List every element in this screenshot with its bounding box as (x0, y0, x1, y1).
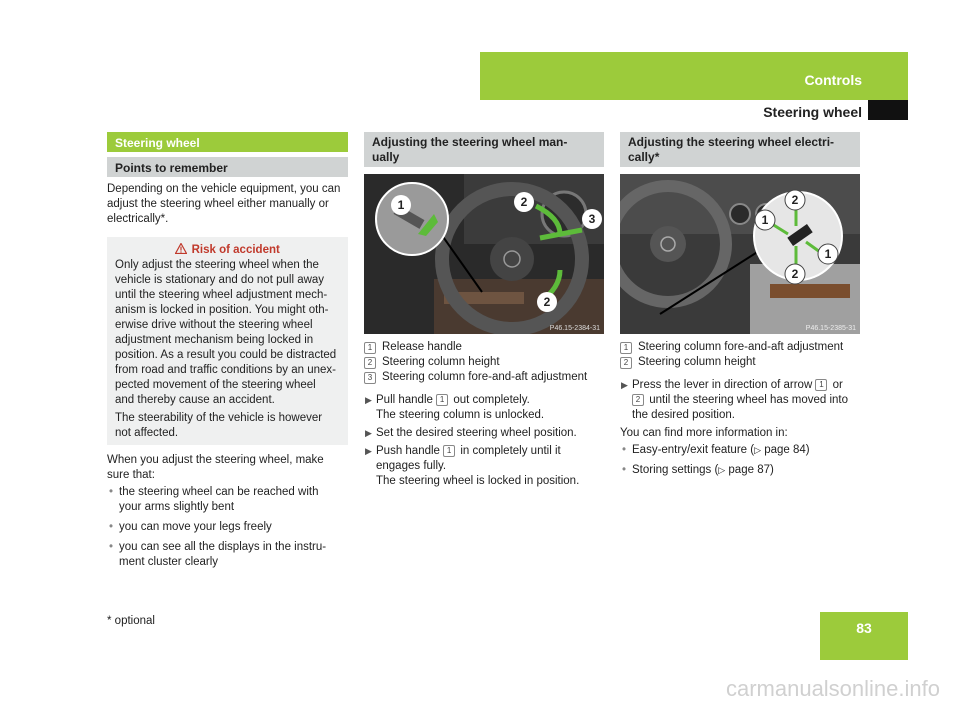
callout-label: 2 (791, 267, 799, 281)
list-item: • Storing settings (▷ page 87) (622, 464, 774, 476)
watermark: carmanualsonline.info (725, 676, 940, 701)
callout-label: 3 (588, 212, 596, 226)
header-tab (868, 100, 908, 120)
callout-label: 1 (824, 247, 832, 261)
image-code: P46.15-2385-31 (805, 325, 856, 332)
legend (364, 340, 604, 385)
callout-label: 2 (543, 295, 551, 309)
steering-wheel-electric-photo (620, 174, 860, 334)
list-item: • the steering wheel can be reached with your arms slightly bent (109, 486, 319, 513)
page-title: Steering wheel (763, 104, 862, 120)
image-code: P46.15-2384-31 (549, 325, 600, 332)
callout-label: 1 (761, 213, 769, 227)
more-info: You can find more information in: (620, 427, 788, 439)
page-ref-arrow-icon: ▷ (754, 445, 761, 455)
column-electric-adjustment (620, 132, 860, 478)
legend-item: 1 Release handle (364, 340, 604, 355)
callout-label: 1 (397, 198, 405, 212)
subheading: Points to remember (107, 157, 348, 177)
warning-note: The steerability of the vehicle is however not affected. (115, 412, 323, 439)
step: ▶ Pull handle 1 out completely. The steering column is unlocked. (365, 394, 545, 421)
section-title: Controls (804, 72, 862, 88)
callout-label: 2 (791, 193, 799, 207)
warning-heading: Risk of accident (115, 240, 340, 258)
callout-label: 2 (520, 195, 528, 209)
legend-item: 3 Steering column fore-and-aft adjustment (364, 370, 604, 385)
step: ▶ Set the desired steering wheel position. (365, 427, 577, 439)
list-item: • Easy-entry/exit feature (▷ page 84) (622, 444, 810, 456)
legend (620, 340, 860, 370)
column-points-to-remember (107, 132, 348, 570)
legend-item: 2 Steering column height (364, 355, 604, 370)
column-manual-adjustment (364, 132, 604, 489)
legend-item: 2 Steering column height (620, 355, 860, 370)
list-item: • you can see all the displays in the instru- ment cluster clearly (109, 541, 327, 568)
list-item: • you can move your legs freely (109, 521, 272, 533)
warning-triangle-icon (175, 243, 187, 254)
page-number: 83 (856, 620, 872, 636)
intro-text: Depending on the vehicle equipment, you can adjust the steering wheel either manually or electrically*. (107, 183, 341, 225)
step: ▶ Push handle 1 in completely until it engages fully. The steering wheel is locked in position. (365, 445, 580, 487)
section-heading: Adjusting the steering wheel man- ually (364, 132, 604, 167)
check-intro: When you adjust the steering wheel, make sure that: (107, 454, 324, 481)
footnote: * optional (107, 615, 155, 627)
steering-wheel-manual-photo (364, 174, 604, 334)
section-bar: Steering wheel (107, 132, 348, 152)
section-heading: Adjusting the steering wheel electri- cally* (620, 132, 860, 167)
warning-box (107, 237, 348, 445)
page-ref-arrow-icon: ▷ (718, 465, 726, 475)
step: ▶ Press the lever in direction of arrow 1 or 2 until the steering wheel has moved into the desired position. (621, 379, 849, 421)
legend-item: 1 Steering column fore-and-aft adjustment (620, 340, 860, 355)
warning-text: Only adjust the steering wheel when the vehicle is stationary and do not pull away until the steering wheel adjustment mech- anism is locked in position. You might oth- erwise drive without the steering wheel adjustment mechanism being locked in position. As a result you could be distracted from road and traffic conditions by an unex- pected movement of the steering wheel and thereby cause an accident. (115, 259, 337, 406)
